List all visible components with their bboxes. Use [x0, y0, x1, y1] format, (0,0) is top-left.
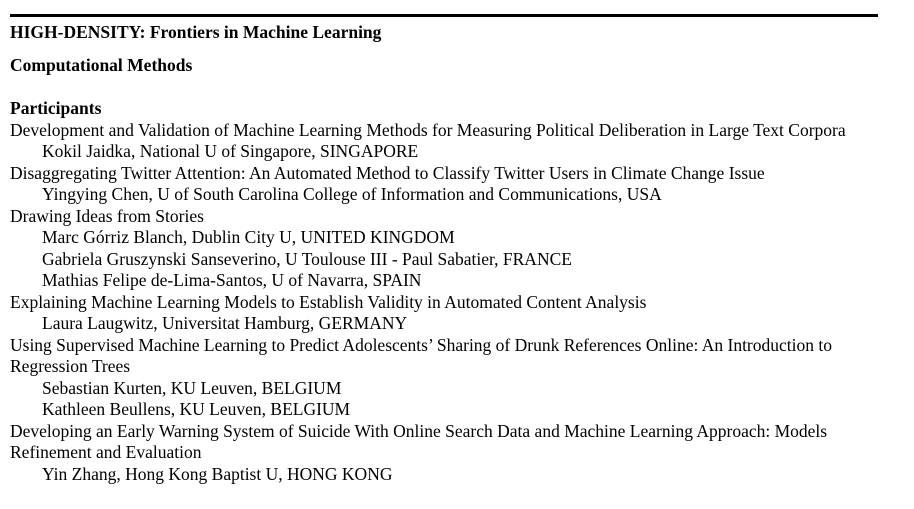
- paper-list: [10, 120, 878, 486]
- paper-title: Drawing Ideas from Stories: [10, 205, 204, 226]
- paper-title: Disaggregating Twitter Attention: An Automated Method to Classify Twitter Users in Climate Change Issue: [10, 162, 765, 183]
- paper-title: Development and Validation of Machine Learning Methods for Measuring Political Deliberation in Large Text Corpora: [10, 119, 846, 140]
- participants-heading: Participants: [10, 98, 102, 118]
- paper-title: Using Supervised Machine Learning to Predict Adolescents’ Sharing of Drunk References Online: An Introduction to Regression Trees: [10, 334, 832, 376]
- paper-author: Kokil Jaidka, National U of Singapore, SINGAPORE: [42, 141, 419, 161]
- paper-author: Yin Zhang, Hong Kong Baptist U, HONG KONG: [42, 463, 393, 484]
- paper-title: Explaining Machine Learning Models to Establish Validity in Automated Content Analysis: [10, 291, 647, 312]
- paper-entry: [10, 120, 878, 163]
- paper-author: Laura Laugwitz, Universitat Hamburg, GERMANY: [42, 313, 408, 333]
- paper-entry: [10, 292, 878, 335]
- paper-author: Kathleen Beullens, KU Leuven, BELGIUM: [42, 399, 351, 419]
- top-rule-divider: [10, 14, 878, 17]
- paper-author: Yingying Chen, U of South Carolina College of Information and Communications, USA: [42, 184, 662, 204]
- paper-author: Mathias Felipe de-Lima-Santos, U of Navarra, SPAIN: [42, 270, 422, 290]
- paper-entry: [10, 421, 878, 486]
- paper-title: Developing an Early Warning System of Suicide With Online Search Data and Machine Learning Approach: Models Refinement and Evaluation: [10, 420, 828, 462]
- session-category: Computational Methods: [10, 55, 193, 75]
- paper-entry: [10, 163, 878, 206]
- program-page: [10, 14, 878, 485]
- paper-author: Gabriela Gruszynski Sanseverino, U Toulouse III - Paul Sabatier, FRANCE: [42, 248, 572, 269]
- paper-author: Marc Górriz Blanch, Dublin City U, UNITED KINGDOM: [42, 227, 455, 247]
- session-title: HIGH-DENSITY: Frontiers in Machine Learning: [10, 22, 382, 42]
- paper-entry: [10, 335, 878, 421]
- paper-entry: [10, 206, 878, 292]
- paper-author: Sebastian Kurten, KU Leuven, BELGIUM: [42, 377, 342, 398]
